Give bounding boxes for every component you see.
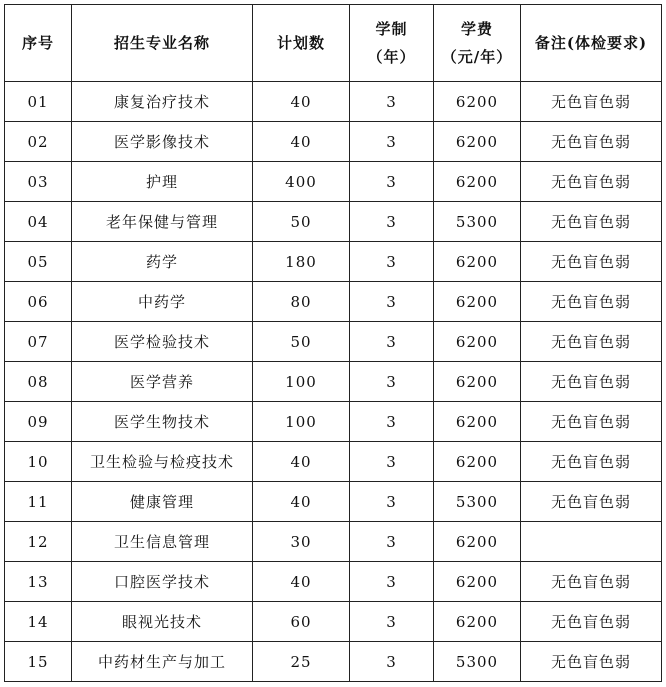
cell-seq: 11: [5, 482, 72, 522]
cell-note: 无色盲色弱: [521, 562, 662, 602]
cell-major: 口腔医学技术: [72, 562, 253, 602]
cell-major: 药学: [72, 242, 253, 282]
table-row: [5, 482, 662, 522]
cell-plan: 50: [253, 202, 350, 242]
cell-plan: 30: [253, 522, 350, 562]
cell-plan: 40: [253, 442, 350, 482]
cell-note: 无色盲色弱: [521, 402, 662, 442]
header-years-line1: 学制: [375, 19, 408, 38]
table-row: [5, 322, 662, 362]
table-row: [5, 442, 662, 482]
cell-seq: 02: [5, 122, 72, 162]
table-row: [5, 402, 662, 442]
cell-major: 老年保健与管理: [72, 202, 253, 242]
table-header-row: [5, 5, 662, 82]
table-row: [5, 122, 662, 162]
cell-years: 3: [350, 162, 434, 202]
cell-fee: 6200: [434, 122, 521, 162]
cell-note: 无色盲色弱: [521, 122, 662, 162]
table-row: [5, 242, 662, 282]
cell-fee: 6200: [434, 82, 521, 122]
cell-years: 3: [350, 242, 434, 282]
cell-years: 3: [350, 562, 434, 602]
table-row: [5, 162, 662, 202]
cell-seq: 10: [5, 442, 72, 482]
cell-note: 无色盲色弱: [521, 82, 662, 122]
cell-plan: 100: [253, 362, 350, 402]
cell-major: 卫生检验与检疫技术: [72, 442, 253, 482]
table-row: [5, 82, 662, 122]
cell-plan: 100: [253, 402, 350, 442]
cell-seq: 15: [5, 642, 72, 682]
cell-plan: 60: [253, 602, 350, 642]
cell-plan: 40: [253, 562, 350, 602]
cell-note: 无色盲色弱: [521, 322, 662, 362]
cell-years: 3: [350, 402, 434, 442]
cell-note: 无色盲色弱: [521, 602, 662, 642]
cell-plan: 40: [253, 482, 350, 522]
header-seq: 序号: [5, 5, 72, 82]
cell-note: 无色盲色弱: [521, 282, 662, 322]
cell-major: 中药学: [72, 282, 253, 322]
cell-years: 3: [350, 82, 434, 122]
cell-plan: 80: [253, 282, 350, 322]
header-fee-line2: （元/年）: [441, 48, 513, 66]
cell-fee: 6200: [434, 162, 521, 202]
cell-major: 眼视光技术: [72, 602, 253, 642]
cell-plan: 25: [253, 642, 350, 682]
cell-years: 3: [350, 602, 434, 642]
cell-years: 3: [350, 482, 434, 522]
cell-note: 无色盲色弱: [521, 362, 662, 402]
cell-fee: 6200: [434, 562, 521, 602]
enrollment-table: [4, 4, 662, 682]
cell-plan: 400: [253, 162, 350, 202]
cell-plan: 40: [253, 122, 350, 162]
cell-fee: 5300: [434, 482, 521, 522]
cell-years: 3: [350, 522, 434, 562]
header-major: 招生专业名称: [72, 5, 253, 82]
cell-note: 无色盲色弱: [521, 202, 662, 242]
cell-major: 医学检验技术: [72, 322, 253, 362]
table-row: [5, 202, 662, 242]
cell-fee: 6200: [434, 442, 521, 482]
cell-major: 医学生物技术: [72, 402, 253, 442]
cell-years: 3: [350, 362, 434, 402]
cell-fee: 6200: [434, 362, 521, 402]
cell-seq: 12: [5, 522, 72, 562]
cell-major: 护理: [72, 162, 253, 202]
cell-years: 3: [350, 202, 434, 242]
cell-note: 无色盲色弱: [521, 162, 662, 202]
cell-years: 3: [350, 322, 434, 362]
cell-major: 医学影像技术: [72, 122, 253, 162]
cell-fee: 6200: [434, 522, 521, 562]
header-plan: 计划数: [253, 5, 350, 82]
cell-plan: 180: [253, 242, 350, 282]
cell-seq: 13: [5, 562, 72, 602]
cell-years: 3: [350, 122, 434, 162]
cell-seq: 01: [5, 82, 72, 122]
cell-fee: 6200: [434, 602, 521, 642]
cell-fee: 6200: [434, 322, 521, 362]
table-row: [5, 642, 662, 682]
cell-note: 无色盲色弱: [521, 482, 662, 522]
cell-note: 无色盲色弱: [521, 242, 662, 282]
cell-major: 医学营养: [72, 362, 253, 402]
cell-seq: 14: [5, 602, 72, 642]
cell-seq: 03: [5, 162, 72, 202]
cell-note: 无色盲色弱: [521, 442, 662, 482]
cell-seq: 07: [5, 322, 72, 362]
cell-years: 3: [350, 442, 434, 482]
cell-plan: 50: [253, 322, 350, 362]
cell-seq: 05: [5, 242, 72, 282]
cell-fee: 6200: [434, 402, 521, 442]
cell-major: 卫生信息管理: [72, 522, 253, 562]
cell-major: 中药材生产与加工: [72, 642, 253, 682]
cell-fee: 6200: [434, 242, 521, 282]
cell-fee: 6200: [434, 282, 521, 322]
header-years: [350, 5, 434, 82]
header-fee: [434, 5, 521, 82]
cell-note: 无色盲色弱: [521, 642, 662, 682]
cell-fee: 5300: [434, 642, 521, 682]
table-row: [5, 562, 662, 602]
cell-seq: 04: [5, 202, 72, 242]
table-row: [5, 602, 662, 642]
header-note: 备注(体检要求): [521, 5, 662, 82]
cell-fee: 5300: [434, 202, 521, 242]
cell-seq: 06: [5, 282, 72, 322]
table-row: [5, 522, 662, 562]
cell-seq: 09: [5, 402, 72, 442]
cell-major: 健康管理: [72, 482, 253, 522]
table-row: [5, 362, 662, 402]
cell-years: 3: [350, 642, 434, 682]
cell-note: [521, 522, 662, 562]
cell-years: 3: [350, 282, 434, 322]
cell-seq: 08: [5, 362, 72, 402]
header-years-line2: （年）: [367, 48, 416, 66]
table-row: [5, 282, 662, 322]
cell-major: 康复治疗技术: [72, 82, 253, 122]
cell-plan: 40: [253, 82, 350, 122]
header-fee-line1: 学费: [460, 19, 493, 38]
